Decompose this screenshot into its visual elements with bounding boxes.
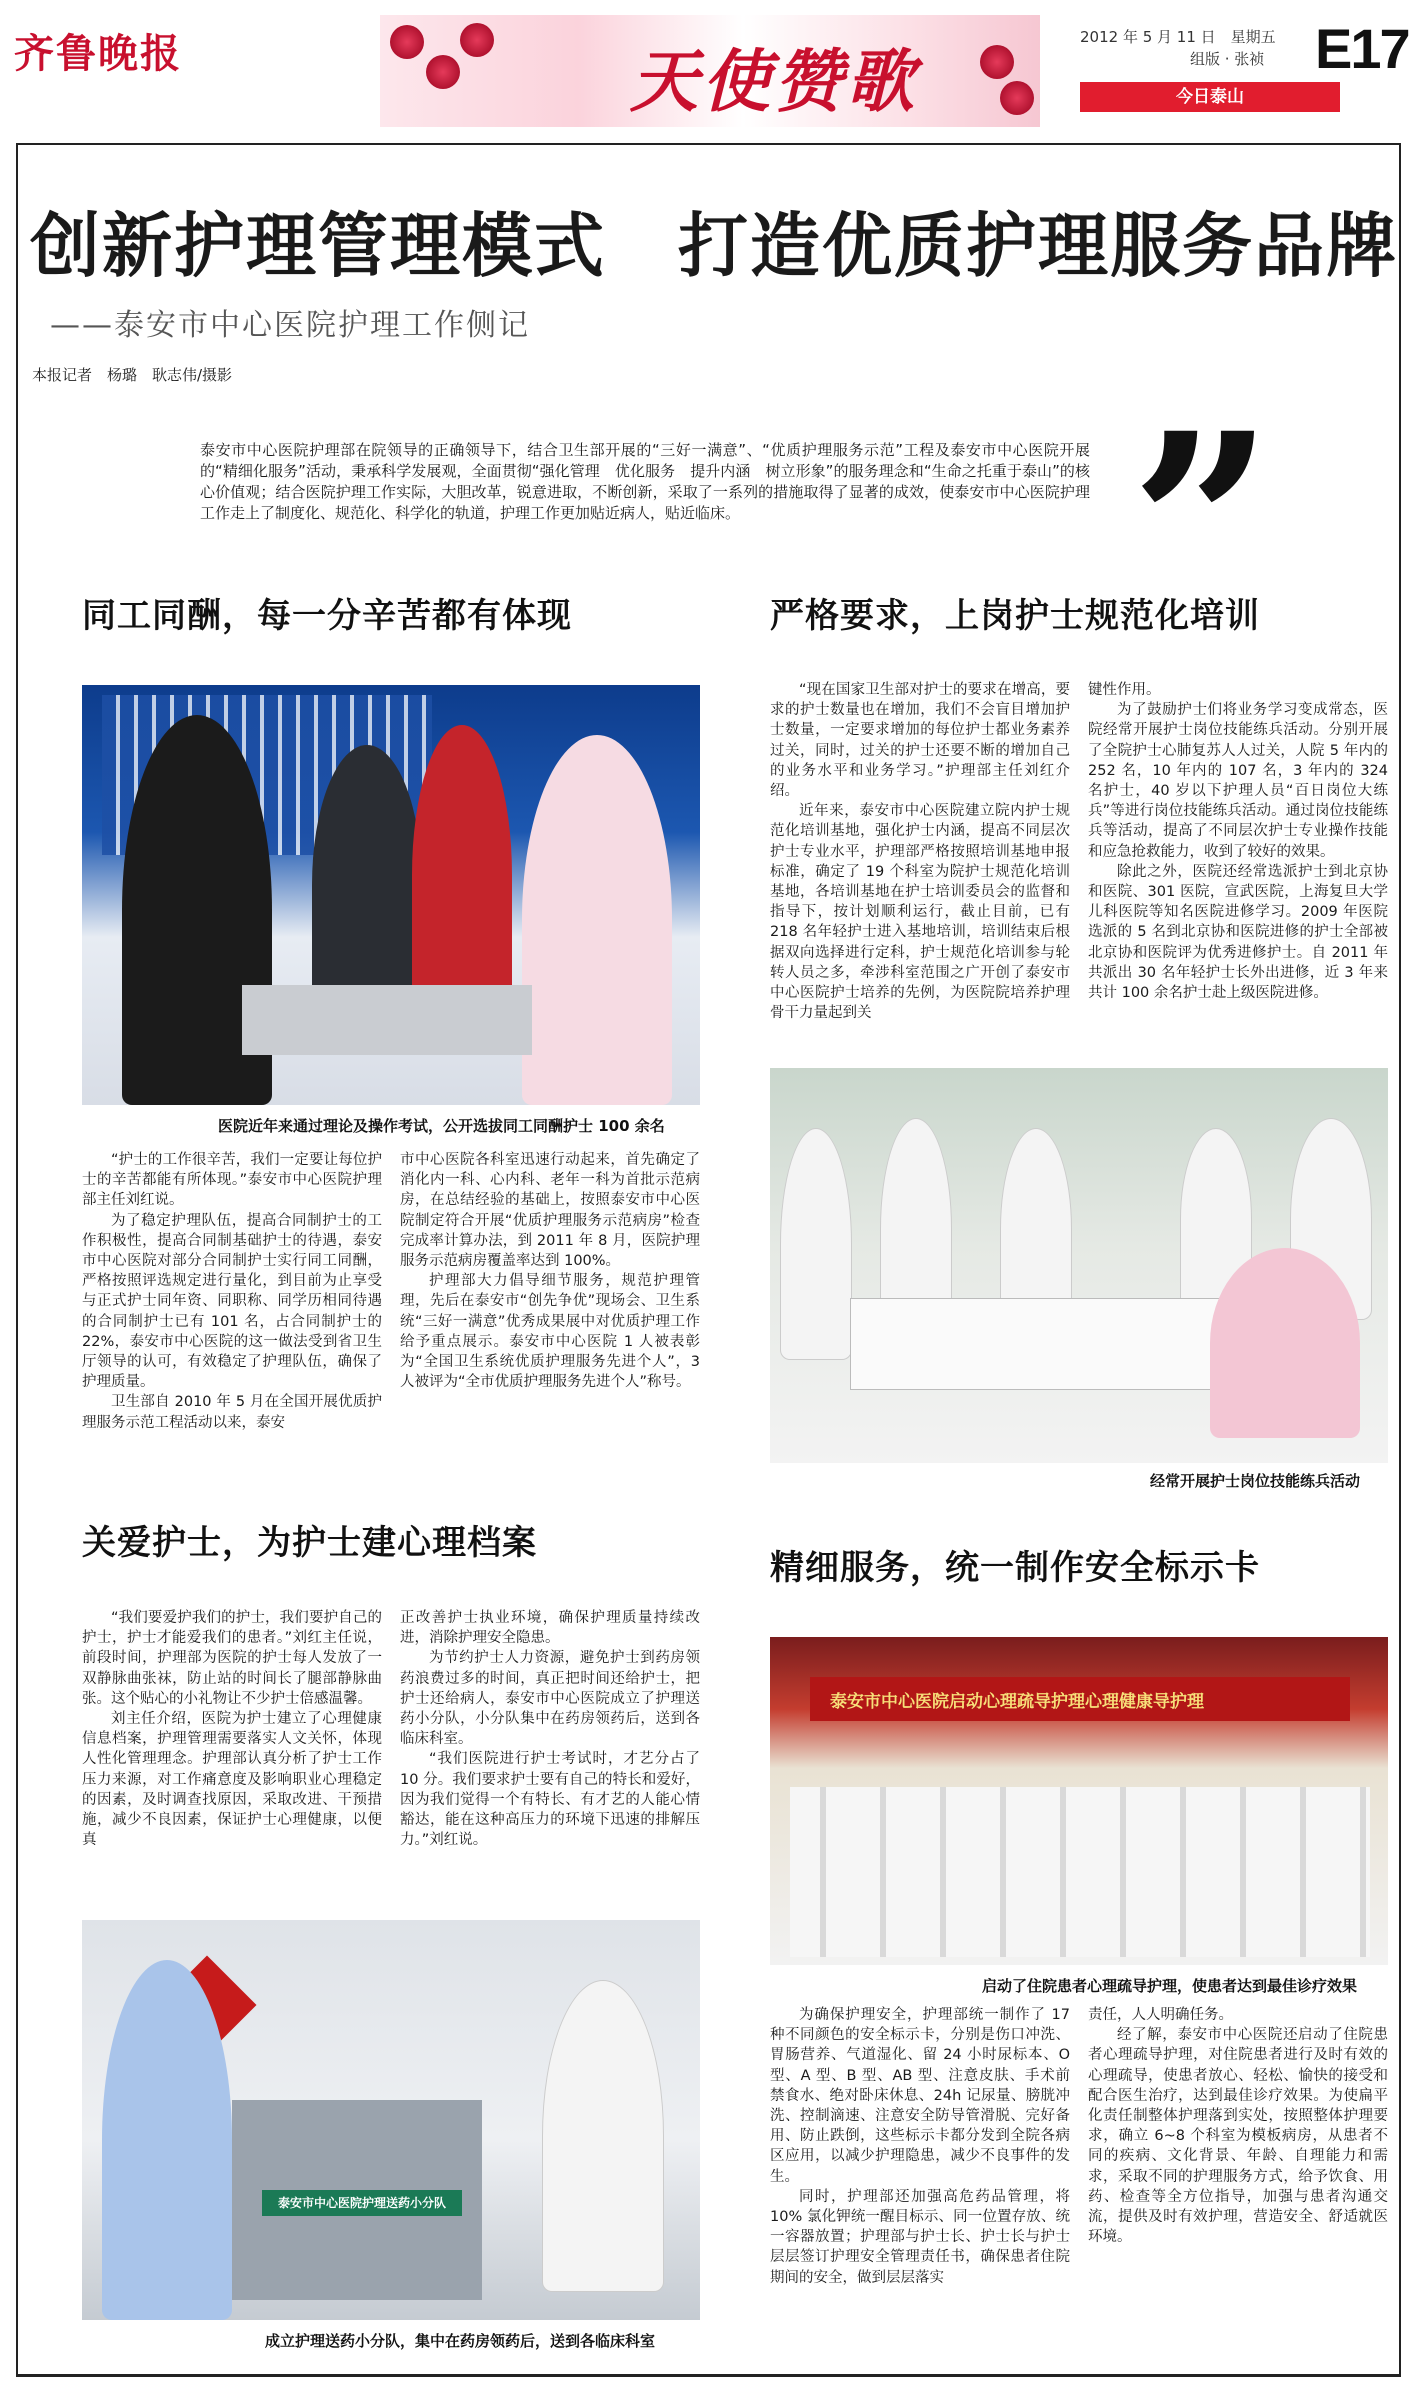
paragraph: 为了鼓励护士们将业务学习变成常态，医院经常开展护士岗位技能练兵活动。分别开展了全院护士心肺复苏人人过关，人院 5 年内的 252 名，10 年内的 107 名，3 年内的 324 名护士，40 岁以下护理人员“百日岗位大练兵”等进行岗位技能练兵活动。通过岗位技能练兵等活动，提高了不同层次护士专业操作技能和应急抢救能力，收到了较好的效果。	[1088, 702, 1388, 860]
person-official	[312, 745, 422, 1025]
photo-nurse-exam	[82, 685, 700, 1105]
s2-column-b	[1088, 680, 1388, 1060]
masthead	[0, 0, 1417, 128]
meeting-banner-text: 泰安市中心医院启动心理疏导护理心理健康导护理	[830, 1692, 1204, 1712]
paragraph: 市中心医院各科室迅速行动起来，首先确定了消化内一科、心内科、老年一科为首批示范病房，在总结经验的基础上，按照泰安市中心医院制定符合开展“优质护理服务示范病房”检查完成率计算办法，到 2011 年 8 月，医院护理服务示范病房覆盖率达到 100%。	[400, 1152, 700, 1270]
paragraph: 键性作用。	[1088, 682, 1161, 698]
rose-icon	[1000, 81, 1034, 115]
paragraph: 为了稳定护理队伍，提高合同制护士的工作积极性，提高合同制基础护士的待遇，泰安市中心医院对部分合同制护士实行同工同酬，严格按照评选规定进行量化，到目前为止享受与正式护士同年资、同职称、同学历相同待遇的合同制护士已有 101 名，占合同制护士的 22%，泰安市中心医院的这一做法受到省卫生厅领导的认可，有效稳定了护理队伍，确保了护理质量。	[82, 1212, 382, 1391]
photo-medicine-cart	[82, 1920, 700, 2320]
person-visitor	[412, 725, 512, 1025]
paragraph: “我们医院进行护士考试时，才艺分占了 10 分。我们要求护士要有自己的特长和爱好，因为我们觉得一个有特长、有才艺的人能心情豁达，能在这种高压力的环境下迅速的排解压力。”刘红说。	[400, 1751, 700, 1849]
section-title-training: 严格要求，上岗护士规范化培训	[770, 596, 1260, 636]
byline: 本报记者 杨璐 耿志伟/摄影	[32, 366, 233, 384]
issue-date: 2012 年 5 月 11 日 星期五	[1080, 28, 1276, 46]
photo-meeting-hall	[770, 1637, 1388, 1965]
photo-caption: 成立护理送药小分队，集中在药房领药后，送到各临床科室	[265, 2332, 656, 2350]
page-number: E17	[1315, 17, 1409, 80]
paragraph: “护士的工作很辛苦，我们一定要让每位护士的辛苦都能有所体现。”泰安市中心医院护理部主任刘红说。	[82, 1152, 382, 1209]
rose-icon	[980, 45, 1014, 79]
rose-icon	[390, 25, 424, 59]
paragraph: 除此之外，医院还经常选派护士到北京协和医院、301 医院，宣武医院，上海复旦大学儿科医院等知名医院进修学习。2009 年医院选派的 5 名到北京协和医院进修的护士全部被北京协和医院评为优秀进修护士。自 2011 年共派出 30 名年轻护士长外出进修，近 3 年来共计 100 余名护士赴上级医院进修。	[1088, 863, 1388, 1002]
person-nurse-pink	[1210, 1248, 1360, 1438]
cart-sign: 泰安市中心医院护理送药小分队	[262, 2190, 462, 2216]
instrument-table	[242, 985, 532, 1055]
section-title-equal-pay: 同工同酬，每一分辛苦都有体现	[82, 596, 572, 636]
photo-skills-drill	[770, 1068, 1388, 1463]
photo-caption: 经常开展护士岗位技能练兵活动	[1150, 1472, 1361, 1490]
paragraph: “我们要爱护我们的护士，我们要护自己的护士，护士才能爱我们的患者。”刘红主任说，前段时间，护理部为医院的护士每人发放了一双静脉曲张袜，防止站的时间长了腿部静脉曲张。这个贴心的小礼物让不少护士倍感温馨。	[82, 1610, 382, 1707]
person-nurse-white	[542, 1980, 664, 2292]
subheadline: ——泰安市中心医院护理工作侧记	[50, 308, 530, 343]
s3-column-b	[400, 1608, 700, 1908]
s1-column-a	[82, 1150, 382, 1470]
layout-editor: 组版 · 张祯	[1190, 50, 1265, 68]
paragraph: 经了解，泰安市中心医院还启动了住院患者心理疏导护理，对住院患者进行及时有效的心理疏导，使患者放心、轻松、愉快的接受和配合医生治疗，达到最佳诊疗效果。为使扁平化责任制整体护理落到实处，按照整体护理要求，确立 6~8 个科室为模板病房，从患者不同的疾病、文化背景、年龄、自理能力和需求，采取不同的护理服务方式，给予饮食、用药、检查等全方位指导，加强与患者沟通交流，提供及时有效护理，营造安全、舒适就医环境。	[1088, 2027, 1388, 2246]
photo-caption: 医院近年来通过理论及操作考试，公开选拔同工同酬护士 100 余名	[218, 1117, 665, 1135]
section-tag: 今日泰山	[1080, 82, 1340, 112]
person-nurse	[780, 1128, 852, 1360]
paragraph: 卫生部自 2010 年 5 月在全国开展优质护理服务示范工程活动以来，泰安	[82, 1394, 382, 1431]
section-title-care: 关爱护士，为护士建心理档案	[82, 1523, 537, 1563]
s1-column-b	[400, 1150, 700, 1470]
person-nurse	[522, 735, 672, 1105]
paragraph: 责任，人人明确任务。	[1088, 2007, 1233, 2023]
paragraph: 近年来，泰安市中心医院建立院内护士规范化培训基地，强化护士内涵，提高不同层次护士专业水平，护理部严格按照培训基地申报标准，确定了 19 个科室为院护士规范化培训基地，各培训基地在护士培训委员会的监督和指导下，按计划顺利运行，截止目前，已有 218 名年轻护士进入基地培训，培训结束后根据双向选择进行定科，护士规范化培训参与轮转人员之多，牵涉科室范围之广开创了泰安市中心医院护士培养的先例，为医院院培养护理骨干力量起到关	[770, 803, 1070, 1022]
column-title: 天使赞歌	[630, 42, 919, 122]
paragraph: 刘主任介绍，医院为护士建立了心理健康信息档案，护理管理需要落实人文关怀，体现人性化管理理念。护理部认真分析了护士工作压力来源，对工作痛意度及影响职业心理稳定的因素，及时调查找原因，采取改进、干预措施，减少不良因素，保证护士心理健康，以便真	[82, 1711, 382, 1849]
person-nurse-blue	[102, 1960, 232, 2320]
paragraph: “现在国家卫生部对护士的要求在增高，要求的护士数量也在增加，我们不会盲目增加护士数量，一定要求增加的每位护士都业务素养过关，同时，过关的护士还要不断的增加自己的业务水平和业务学习。”护理部主任刘红介绍。	[770, 682, 1070, 800]
newspaper-logo: 齐鲁晚报	[14, 30, 182, 77]
s4-column-b	[1088, 2005, 1388, 2367]
audience-rows	[790, 1787, 1370, 1957]
s4-column-a	[770, 2005, 1070, 2367]
lead-paragraph: 泰安市中心医院护理部在院领导的正确领导下，结合卫生部开展的“三好一满意”、“优质护理服务示范”工程及泰安市中心医院开展的“精细化服务”活动，秉承科学发展观，全面贯彻“强化管理 优化服务 提升内涵 树立形象”的服务理念和“生命之托重于泰山”的核心价值观；结合医院护理工作实际，大胆改革，锐意进取，不断创新，采取了一系列的措施取得了显著的成效，使泰安市中心医院护理工作走上了制度化、规范化、科学化的轨道，护理工作更加贴近病人，贴近临床。	[200, 441, 1090, 522]
bottom-rule	[16, 2374, 1401, 2377]
paragraph: 为确保护理安全，护理部统一制作了 17 种不同颜色的安全标示卡，分别是伤口冲洗、胃肠营养、气道湿化、留 24 小时尿标本、O 型、A 型、B 型、AB 型、注意皮肤、手术前禁食水、绝对卧床休息、24h 记尿量、膀胱冲洗、控制滴速、注意安全防导管滑脱、完好备用、防止跌倒，这些标示卡都分发到全院各病区应用，以减少护理隐患，减少不良事件的发生。	[770, 2007, 1070, 2185]
paragraph: 同时，护理部还加强高危药品管理，将 10% 氯化钾统一醒目标示、同一位置存放、统一容器放置；护理部与护士长、护士长与护士层层签订护理安全管理责任书，确保患者住院期间的安全，做到层层落实	[770, 2188, 1070, 2286]
paragraph: 为节约护士人力资源，避免护士到药房领药浪费过多的时间，真正把时间还给护士，把护士还给病人，泰安市中心医院成立了护理送药小分队，小分队集中在药房领药后，送到各临床科室。	[400, 1650, 700, 1748]
paragraph: 正改善护士执业环境，确保护理质量持续改进，消除护理安全隐患。	[400, 1610, 700, 1647]
s2-column-a	[770, 680, 1070, 1060]
photo-caption: 启动了住院患者心理疏导护理，使患者达到最佳诊疗效果	[982, 1977, 1358, 1995]
paragraph: 护理部大力倡导细节服务，规范护理管理，先后在泰安市“创先争优”现场会、卫生系统“三好一满意”优秀成果展中对优质护理工作给予重点展示。泰安市中心医院 1 人被表彰为“全国卫生系统优质护理服务先进个人”，3 人被评为“全市优质护理服务先进个人”称号。	[400, 1273, 700, 1391]
rose-icon	[460, 23, 494, 57]
section-title-safety-cards: 精细服务，统一制作安全标示卡	[770, 1548, 1260, 1588]
rose-icon	[426, 55, 460, 89]
s3-column-a	[82, 1608, 382, 1908]
headline: 创新护理管理模式 打造优质护理服务品牌	[30, 205, 1398, 287]
quote-mark-icon: ”	[1130, 378, 1274, 672]
